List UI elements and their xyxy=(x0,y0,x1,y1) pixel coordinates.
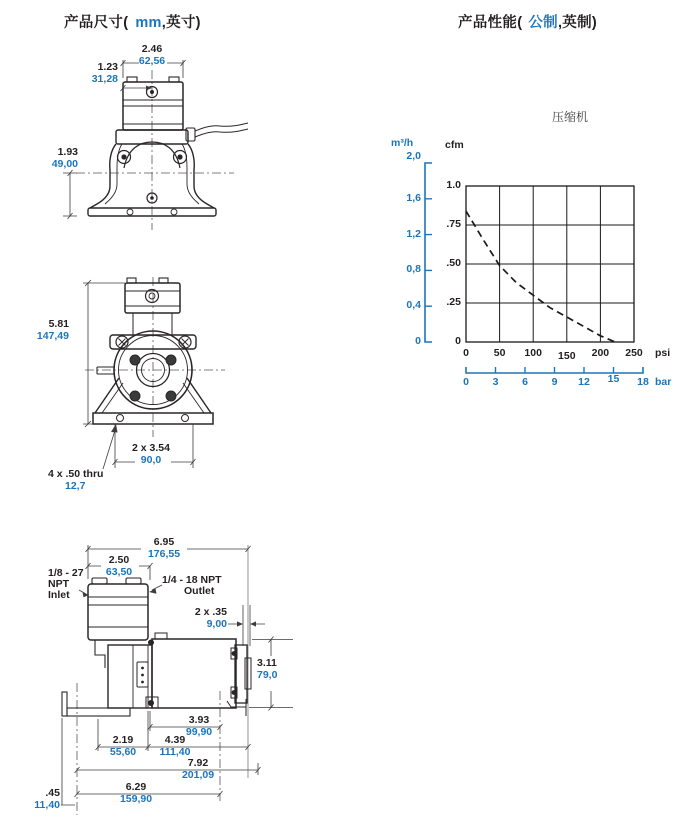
y-axis-metric-unit: m³/h xyxy=(391,137,414,149)
dim-value-in: 2 x 3.54 xyxy=(132,442,170,454)
cfm-tick: 1.0 xyxy=(446,179,461,191)
m3h-axis-top-tick: 2,0 xyxy=(406,150,421,162)
front-view xyxy=(40,40,270,235)
chart-title: 压缩机 xyxy=(551,110,588,124)
dim-value-in: 3.11 xyxy=(257,657,277,669)
dim-value-mm: 55,60 xyxy=(109,746,137,759)
y-axis-imperial-unit: cfm xyxy=(445,139,464,151)
dim-value-mm: 62,56 xyxy=(138,55,166,68)
dim-side-219 xyxy=(106,734,140,758)
dim-value-mm: 12,7 xyxy=(65,480,86,493)
dim-value-in: 2.50 xyxy=(108,554,130,566)
chart-grid xyxy=(466,186,634,342)
dim-value-in: 7.92 xyxy=(187,757,209,769)
performance-chart-plot xyxy=(385,105,690,405)
dim-value-in: .45 xyxy=(45,787,60,799)
psi-tick: 250 xyxy=(625,347,643,359)
outlet-label-line: Outlet xyxy=(184,585,215,598)
dim-side-792 xyxy=(180,757,216,781)
x-axis-metric-unit: bar xyxy=(655,376,672,388)
dim-value-in: 4.39 xyxy=(164,734,186,746)
psi-tick: 200 xyxy=(591,347,610,359)
dim-value-in: 6.95 xyxy=(153,536,175,548)
psi-tick: 100 xyxy=(524,347,542,359)
dim-front-width xyxy=(127,43,177,67)
inlet-label-line: Inlet xyxy=(48,589,70,602)
end-view xyxy=(15,275,280,510)
flow-curve xyxy=(466,211,615,342)
dim-end-mount-span xyxy=(123,442,179,466)
bar-tick: 9 xyxy=(551,376,558,388)
dim-value-in: 4 x .50 thru xyxy=(48,468,104,480)
bar-tick: 3 xyxy=(492,376,499,388)
dim-value-in: 2.46 xyxy=(141,43,163,55)
dim-value-in: 6.29 xyxy=(125,781,147,793)
x-axis-imperial-unit: psi xyxy=(655,347,671,359)
dimensions-title-unit: mm xyxy=(135,15,162,31)
dim-value-in: 5.81 xyxy=(48,318,69,330)
dim-value-mm: 201,09 xyxy=(181,769,215,782)
side-view xyxy=(15,535,335,820)
inlet-label xyxy=(48,568,84,601)
dim-value-mm: 63,50 xyxy=(105,566,133,579)
dim-side-lip xyxy=(15,787,60,811)
side-pump-outline xyxy=(62,578,251,716)
outlet-label xyxy=(162,575,222,597)
dim-front-height xyxy=(40,146,78,170)
m3h-tick: 0,8 xyxy=(406,263,421,275)
dim-value-mm: 99,90 xyxy=(185,726,213,739)
bar-tick: 18 xyxy=(637,376,649,388)
performance-title xyxy=(458,11,597,32)
dim-value-mm: 111,40 xyxy=(159,746,191,759)
cfm-tick: .50 xyxy=(446,257,461,269)
m3h-tick: 1,6 xyxy=(406,192,421,204)
bar-tick: 6 xyxy=(522,376,528,388)
dim-value-in: 1.93 xyxy=(57,146,78,158)
dim-side-slot xyxy=(183,606,227,630)
dim-value-mm: 147,49 xyxy=(36,330,69,343)
dim-end-height xyxy=(23,318,69,342)
bar-tick: 12 xyxy=(578,376,590,388)
dim-side-motor-height xyxy=(257,657,297,681)
inlet-label-line: 1/8 - 27 xyxy=(48,567,84,579)
metric-y-axis xyxy=(425,163,432,342)
performance-title-unit: 公制 xyxy=(528,15,558,31)
bar-tick: 0 xyxy=(463,376,469,388)
dim-side-629 xyxy=(118,781,154,805)
psi-tick: 150 xyxy=(558,350,576,362)
side-slot-arrow-left xyxy=(237,621,243,626)
psi-tick: 50 xyxy=(493,347,506,359)
performance-title-suffix: ,英制) xyxy=(557,15,598,31)
dim-value-mm: 31,28 xyxy=(91,73,118,86)
performance-chart xyxy=(385,105,690,405)
m3h-tick: 0 xyxy=(415,335,421,347)
end-leader-arrow xyxy=(111,424,118,433)
dim-value-mm: 49,00 xyxy=(51,158,78,171)
m3h-tick: 1,2 xyxy=(406,228,421,240)
dim-value-mm: 79,0 xyxy=(257,669,278,682)
cfm-tick: 0 xyxy=(455,335,461,347)
dim-value-mm: 159,90 xyxy=(119,793,153,806)
dim-value-mm: 9,00 xyxy=(206,618,227,631)
dim-side-head-width xyxy=(101,554,137,578)
performance-title-prefix: 产品性能( xyxy=(458,15,523,31)
dim-value-mm: 11,40 xyxy=(34,799,60,812)
dimensions-title xyxy=(64,11,201,32)
outlet-label-line: 1/4 - 18 NPT xyxy=(162,574,222,586)
dim-side-overall-length xyxy=(141,536,187,560)
psi-tick: 0 xyxy=(463,347,469,359)
dim-front-half-width xyxy=(70,61,118,85)
dim-value-in: 2.19 xyxy=(112,734,134,746)
dim-value-mm: 176,55 xyxy=(147,548,181,561)
inlet-label-line: NPT xyxy=(48,578,69,591)
cfm-tick: .75 xyxy=(446,218,461,230)
dimensions-title-prefix: 产品尺寸( xyxy=(64,15,129,31)
m3h-tick: 0,4 xyxy=(406,299,421,311)
dim-side-439 xyxy=(157,734,193,758)
dim-value-in: 1.23 xyxy=(97,61,118,73)
dim-value-mm: 90,0 xyxy=(140,454,162,467)
dim-value-in: 3.93 xyxy=(188,714,210,726)
dim-value-in: 2 x .35 xyxy=(194,606,227,618)
side-slot-arrow-right xyxy=(250,621,256,626)
dimensions-title-suffix: ,英寸) xyxy=(161,15,201,31)
dim-end-mount-holes xyxy=(48,468,103,492)
bar-tick: 15 xyxy=(607,373,620,385)
cfm-tick: .25 xyxy=(446,296,461,308)
front-power-cord xyxy=(186,123,248,141)
